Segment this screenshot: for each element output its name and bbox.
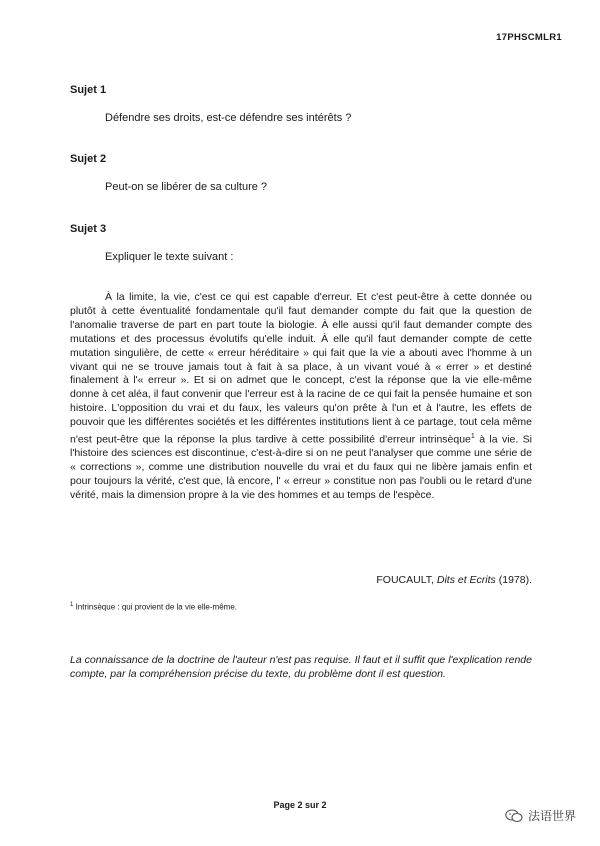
- sujet-3-title: Sujet 3: [70, 223, 107, 235]
- attribution: [376, 574, 532, 586]
- page-number: Page 2 sur 2: [273, 800, 327, 810]
- sujet-3-question: Expliquer le texte suivant :: [105, 251, 234, 263]
- wechat-icon: [505, 809, 523, 823]
- sujet-1-title: Sujet 1: [70, 84, 107, 96]
- footnote-marker: 1: [470, 433, 475, 441]
- watermark-label: 法语世界: [527, 809, 576, 823]
- instructions: La connaissance de la doctrine de l'auteur n'est pas requise. Il faut et il suffit que l'explication rende compte, par la compréhension précise du texte, du problème dont il est question.: [70, 654, 532, 680]
- attribution-work: Dits et Ecrits: [436, 574, 496, 586]
- sujet-1-question: Défendre ses droits, est-ce défendre ses intérêts ?: [105, 112, 352, 124]
- footnote-number: 1: [70, 602, 74, 608]
- sujet-2-title: Sujet 2: [70, 153, 107, 165]
- attribution-author: FOUCAULT,: [376, 574, 437, 586]
- document-code: 17PHSCMLR1: [496, 32, 562, 43]
- text-part-1: À la limite, la vie, c'est ce qui est capable d'erreur. Et c'est peut-être à cette donnée ou plutôt à cette éventualité fondamentale qu'il faut demander compte du fait que la question de l'anomalie traverse de part en part toute la biologie. À elle aussi qu'il faut demander compte des mutations et des processus évolutifs qu'elle induit. À elle qu'il faut demander compte de cette mutation singulière, de cette « erreur héréditaire » qui fait que la vie a abouti avec l'homme à un vivant qui ne se trouve jamais tout à fait à sa place, à un vivant voué à « errer » et destiné finalement à l'« erreur ». Et si on admet que le concept, c'est la réponse que la vie elle-même donne à cet aléa, il faut convenir que l'erreur est à la racine de ce qui fait la pensée humaine et son histoire. L'opposition du vrai et du faux, les valeurs qu'on prête à l'un et à l'autre, les effets de pouvoir que les différentes sociétés et les différentes institutions lient à ce partage, tout cela même n'est peut-être que la réponse la plus tardive à cette possibilité d'erreur intrinsèque: [70, 291, 532, 446]
- sujet-2-question: Peut-on se libérer de sa culture ?: [105, 181, 268, 193]
- text-excerpt: [70, 291, 532, 503]
- footnote-text: Intrinsèque : qui provient de la vie elle-même.: [73, 602, 237, 612]
- text-part-2: à la vie. Si l'histoire des sciences est discontinue, c'est-à-dire si on ne peut l'analyser que comme une série de « corrections », comme une distribution nouvelle du vrai et du faux qui ne libère jamais enfin et pour toujours la vérité, c'est que, là encore, l' « erreur » constitue non pas l'oubli ou le retard d'une vérité, mais la dimension propre à la vie des hommes et au temps de l'espèce.: [70, 433, 533, 502]
- footnote: [70, 602, 237, 612]
- watermark: [505, 807, 576, 824]
- attribution-year: (1978).: [495, 574, 532, 586]
